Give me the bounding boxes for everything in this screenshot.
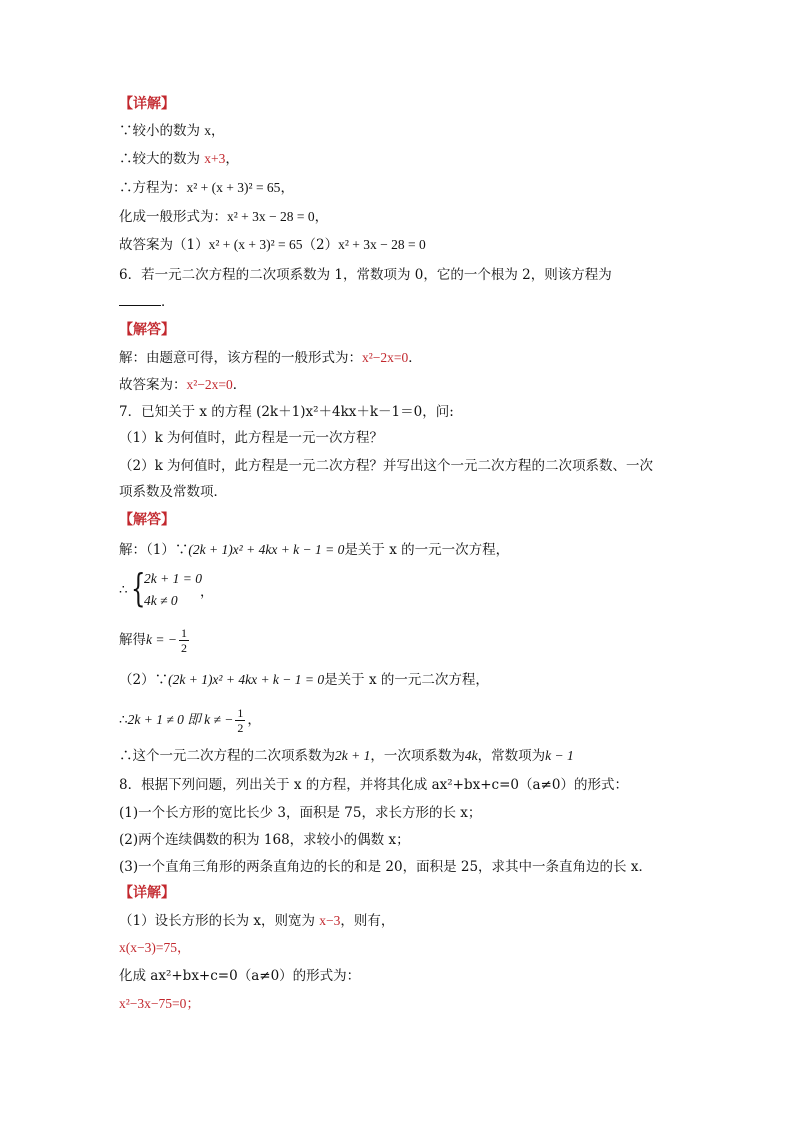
question-8-part1: (1)一个长方形的宽比长少 3，面积是 75，求长方形的长 x； [119, 805, 482, 821]
q8-answer-line4: x²−3x−75=0； [119, 996, 200, 1011]
math-red: x²−2x=0 [362, 350, 409, 365]
var-x: x [204, 123, 212, 138]
text: ． [408, 350, 422, 366]
text: ， [211, 123, 225, 139]
math-expr: 2k + 1 ≠ 0 即 k ≠ − [127, 712, 234, 727]
numerator: 1 [237, 706, 244, 720]
text: ，一次项系数为 [370, 748, 465, 764]
text: 解：由题意可得，该方程的一般形式为： [119, 350, 362, 366]
q8-answer-line2: x(x−3)=75， [119, 940, 191, 955]
text: ． [232, 377, 247, 393]
math-expr: k − 1 [545, 748, 574, 763]
line-answer [119, 235, 426, 255]
expr-x-plus-3: x+3 [204, 151, 226, 166]
math-red: x²−2x=0 [186, 377, 233, 392]
question-7-part2: （2）k 为何值时，此方程是一元二次方程？并写出这个一元二次方程的二次项系数、一次 [119, 458, 654, 474]
question-8-part3: (3)一个直角三角形的两条直角边的长的和是 20，面积是 25，求其中一条直角边的长 x． [119, 859, 652, 875]
denominator: 2 [180, 641, 187, 655]
math-equation: x² + 3x − 28 = 0 [227, 209, 315, 224]
text: ∴较大的数为 [119, 151, 205, 167]
therefore-symbol: ∴ [119, 582, 128, 598]
text: ∴这个一元二次方程的二次项系数为 [119, 748, 335, 764]
text: 化成一般形式为： [119, 209, 227, 225]
math-expr: 4k [464, 748, 478, 763]
text: ， [314, 209, 329, 225]
math-equation: x² + (x + 3)² = 65 [186, 180, 281, 195]
text: ，则有， [340, 913, 395, 929]
q6-answer-line2 [119, 375, 246, 395]
text: ， [225, 151, 239, 167]
line-larger-number [119, 149, 239, 169]
math-equation: (2k + 1)x² + 4kx + k − 1 = 0 [168, 672, 325, 687]
fraction [179, 626, 189, 655]
line-smaller-number [119, 121, 225, 141]
brace-icon: { [131, 566, 146, 610]
math-expr: 2k + 1 [335, 748, 371, 763]
text: ∵较小的数为 [119, 123, 205, 139]
text: （2） [302, 237, 339, 253]
q7-solve-line [119, 626, 191, 655]
text: ． [161, 294, 175, 310]
text: ，常数项为 [477, 748, 546, 764]
system-eq-2: 4k ≠ 0 [144, 593, 178, 608]
text: 是关于 x 的一元二次方程， [324, 672, 489, 688]
numerator: 1 [180, 626, 187, 640]
section-heading-answer: 【解答】 [119, 512, 175, 528]
math-red: x−3 [319, 913, 341, 928]
text: 解得 [119, 632, 146, 648]
system-eq-1: 2k + 1 = 0 [144, 571, 202, 586]
question-7-part1: （1）k 为何值时，此方程是一元一次方程？ [119, 430, 384, 446]
text: 故答案为（1） [119, 237, 209, 253]
question-6: 6．若一元二次方程的二次项系数为 1，常数项为 0，它的一个根为 2，则该方程为 [119, 267, 612, 283]
denominator: 2 [237, 721, 244, 735]
text: ， [200, 584, 214, 600]
section-heading-answer: 【解答】 [119, 322, 175, 338]
question-7: 7．已知关于 x 的方程 (2k＋1)x²＋4kx＋k－1＝0，问: [119, 404, 454, 420]
q7-answer-line1 [119, 540, 509, 560]
answer-blank [119, 293, 161, 306]
text: ， [280, 180, 294, 196]
question-8-part2: (2)两个连续偶数的积为 168，求较小的偶数 x； [119, 832, 410, 848]
text: （1）设长方形的长为 x，则宽为 [119, 913, 320, 929]
q8-answer-line3: 化成 ax²+bx+c=0（a≠0）的形式为： [119, 968, 361, 984]
q6-answer-line1 [119, 348, 422, 368]
q7-answer-line4 [119, 746, 574, 766]
text: 故答案为： [119, 377, 187, 393]
math-equation: x² + 3x − 28 = 0 [338, 237, 426, 252]
text: ∴方程为： [119, 180, 187, 196]
math-expr: k = − [146, 632, 177, 647]
fraction [235, 706, 245, 735]
text: （2）∵ [119, 672, 169, 688]
q8-answer-line1 [119, 911, 394, 931]
section-heading-detail: 【详解】 [119, 96, 175, 112]
math-equation: (2k + 1)x² + 4kx + k − 1 = 0 [188, 542, 345, 557]
text: ∴ [119, 712, 128, 728]
q7-answer-line3 [119, 706, 261, 735]
question-8: 8．根据下列问题，列出关于 x 的方程，并将其化成 ax²+bx+c=0（a≠0）的形式： [119, 777, 628, 793]
q7-answer-line2 [119, 670, 489, 690]
question-6-blank [119, 292, 175, 312]
section-heading-detail: 【详解】 [119, 885, 175, 901]
line-general-form [119, 207, 328, 227]
line-equation [119, 178, 294, 198]
text: 解：（1）∵ [119, 542, 189, 558]
math-equation: x² + (x + 3)² = 65 [208, 237, 303, 252]
question-7-part2-cont: 项系数及常数项． [119, 484, 227, 500]
text: 是关于 x 的一元一次方程， [344, 542, 510, 558]
text: ， [247, 712, 261, 728]
